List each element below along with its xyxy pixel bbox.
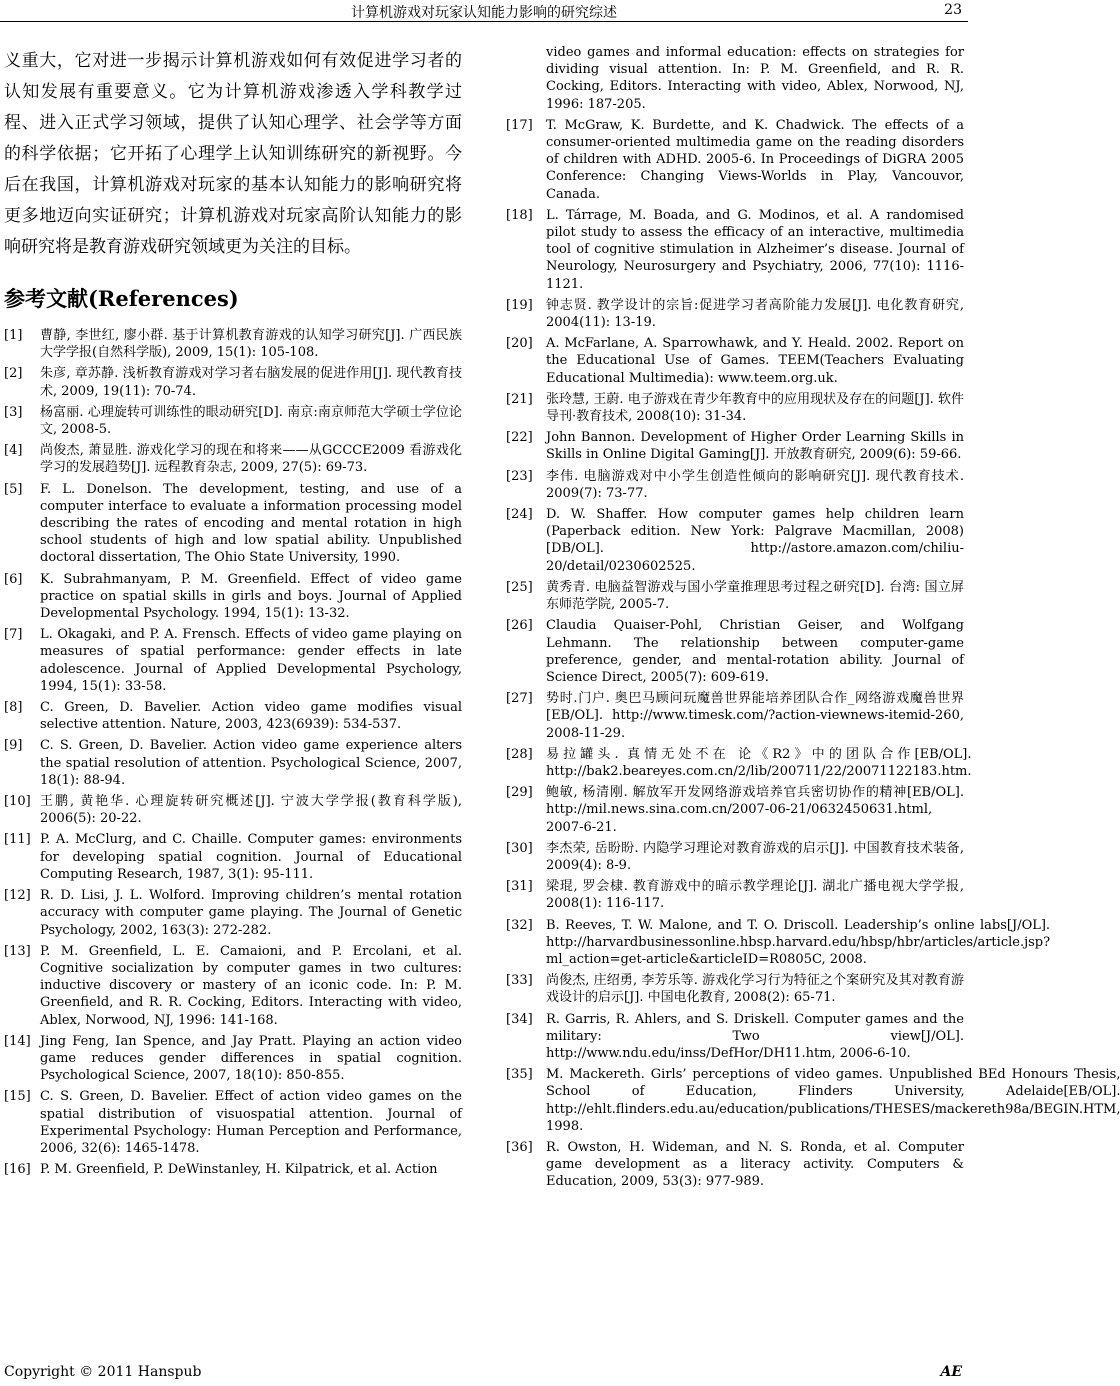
reference-item bbox=[506, 335, 964, 387]
reference-text: C. S. Green, D. Bavelier. Action video game experience alters the spatial resolution of attention. Psychological Science, 2007, 18(1): 88-94. bbox=[40, 738, 462, 788]
reference-item bbox=[4, 943, 462, 1029]
reference-item bbox=[4, 793, 462, 827]
reference-item bbox=[506, 117, 964, 203]
reference-item bbox=[506, 690, 964, 742]
reference-item bbox=[506, 746, 972, 780]
reference-text: 钟志贤. 教学设计的宗旨:促进学习者高阶能力发展[J]. 电化教育研究, 2004(11): 13-19. bbox=[546, 297, 964, 331]
reference-text: 势时.门户. 奥巴马顾问玩魔兽世界能培养团队合作_网络游戏魔兽世界[EB/OL]. http://www.timesk.com/?action-viewnews-itemid-260, 2008-11-29. bbox=[546, 691, 964, 741]
reference-text: L. Okagaki, and P. A. Frensch. Effects of video game playing on measures of spatial performance: gender effects in late adolescence. Journal of Applied Developmental Psychology, 1994, 15(1): 33-58. bbox=[40, 627, 462, 694]
reference-item bbox=[4, 626, 462, 695]
reference-number: [32] bbox=[506, 917, 533, 933]
reference-text: R. Owston, H. Wideman, and N. S. Ronda, et al. Computer game development as a literacy activity. Computers & Education, 2009, 53(3): 977-989. bbox=[546, 1139, 964, 1190]
continuation-text: video games and informal education: effects on strategies for dividing visual attention. In: P. M. Greenfield, and R. R. Cocking, Editors. Interacting with video, Ablex, Norwood, NJ, 1996: 187-205. bbox=[546, 45, 964, 112]
reference-item bbox=[506, 391, 964, 425]
reference-number: [20] bbox=[506, 336, 533, 352]
reference-text: 尚俊杰, 萧显胜. 游戏化学习的现在和将来——从GCCCE2009 看游戏化学习的发展趋势[J]. 远程教育杂志, 2009, 27(5): 69-73. bbox=[40, 443, 462, 476]
page-number: 23 bbox=[944, 2, 962, 18]
reference-item bbox=[506, 617, 964, 686]
reference-number: [6] bbox=[4, 571, 23, 587]
reference-number: [21] bbox=[506, 391, 533, 407]
reference-number: [9] bbox=[4, 738, 23, 754]
reference-text: P. A. McClurg, and C. Chaille. Computer games: environments for developing spatial cognition. Journal of Educational Computing Research, 1987, 3(1): 95-111. bbox=[40, 832, 462, 882]
reference-item bbox=[506, 297, 964, 331]
reference-item bbox=[4, 442, 462, 476]
reference-item bbox=[506, 917, 1051, 969]
right-column bbox=[506, 44, 1120, 1195]
reference-text: 李杰荣, 岳盼盼. 内隐学习理论对教育游戏的启示[J]. 中国教育技术装备, 2009(4): 8-9. bbox=[546, 840, 964, 873]
reference-item bbox=[4, 699, 462, 733]
reference-number: [5] bbox=[4, 481, 23, 497]
header-rule bbox=[0, 21, 968, 22]
reference-number: [35] bbox=[506, 1067, 533, 1083]
reference-number: [3] bbox=[4, 404, 23, 420]
reference-number: [12] bbox=[4, 888, 31, 904]
left-column bbox=[4, 46, 462, 1182]
reference-number: [26] bbox=[506, 618, 533, 634]
reference-number: [10] bbox=[4, 794, 31, 810]
body-paragraph bbox=[4, 46, 462, 263]
reference-item bbox=[4, 1088, 462, 1157]
reference-list-left bbox=[4, 327, 462, 1178]
reference-item bbox=[506, 207, 964, 293]
reference-text: 曹静, 李世红, 廖小群. 基于计算机教育游戏的认知学习研究[J]. 广西民族大学学报(自然科学版), 2009, 15(1): 105-108. bbox=[40, 328, 462, 361]
reference-item bbox=[4, 365, 462, 399]
reference-number: [28] bbox=[506, 746, 533, 762]
reference-item bbox=[506, 1139, 964, 1191]
reference-number: [15] bbox=[4, 1089, 31, 1105]
reference-item bbox=[4, 1033, 462, 1085]
reference-text: P. M. Greenfield, L. E. Camaioni, and P. Ercolani, et al. Cognitive socialization by computer games in two cultures: inductive discovery or mastery of an iconic code. In: P. M. Greenfield, and R. R. Cocking, Editors. Interacting with video, Ablex, Norwood, NJ, 1996: 141-168. bbox=[40, 943, 462, 1028]
reference-text: R. Garris, R. Ahlers, and S. Driskell. Computer games and the military: Two view[J/OL]. http://www.ndu.edu/inss/DefHor/DH11.htm, 2006-6-10. bbox=[546, 1011, 964, 1061]
reference-item bbox=[4, 887, 462, 939]
reference-list-right bbox=[506, 117, 1120, 1191]
reference-text: 杨富丽. 心理旋转可训练性的眼动研究[D]. 南京:南京师范大学硕士学位论文, 2008-5. bbox=[40, 404, 462, 438]
reference-text: C. S. Green, D. Bavelier. Effect of action video games on the spatial distribution of visuospatial attention. Journal of Experimental Psychology: Human Perception and Performance, 2006, 32(6): 1465-1478. bbox=[40, 1089, 462, 1156]
reference-item bbox=[506, 840, 964, 874]
reference-number: [34] bbox=[506, 1011, 533, 1027]
reference-number: [1] bbox=[4, 328, 23, 343]
reference-number: [23] bbox=[506, 468, 533, 484]
running-title: 计算机游戏对玩家认知能力影响的研究综述 bbox=[351, 5, 617, 21]
reference-text: John Bannon. Development of Higher Order Learning Skills in Skills in Online Digital Gaming[J]. 开放教育研究, 2009(6): 59-66. bbox=[546, 430, 964, 463]
reference-text: Jing Feng, Ian Spence, and Jay Pratt. Playing an action video game reduces gender differences in spatial cognition. Psychological Science, 2007, 18(10): 850-855. bbox=[40, 1033, 462, 1084]
reference-text: 黄秀青. 电脑益智游戏与国小学童推理思考过程之研究[D]. 台湾: 国立屏东师范学院, 2005-7. bbox=[546, 579, 964, 613]
reference-text: 朱彦, 章苏静. 浅析教育游戏对学习者右脑发展的促进作用[J]. 现代教育技术, 2009, 19(11): 70-74. bbox=[40, 366, 462, 399]
reference-text: 李伟. 电脑游戏对中小学生创造性倾向的影响研究[J]. 现代教育技术. 2009(7): 73-77. bbox=[546, 468, 964, 501]
reference-number: [29] bbox=[506, 785, 533, 801]
reference-number: [36] bbox=[506, 1139, 533, 1155]
reference-item bbox=[4, 571, 462, 623]
reference-number: [14] bbox=[4, 1033, 31, 1049]
reference-item bbox=[506, 784, 964, 836]
reference-continuation bbox=[506, 44, 964, 113]
reference-number: [30] bbox=[506, 840, 533, 856]
reference-item bbox=[4, 1161, 462, 1178]
reference-number: [31] bbox=[506, 879, 533, 895]
reference-number: [19] bbox=[506, 297, 533, 313]
reference-text: 易拉罐头. 真情无处不在 论《R2》中的团队合作[EB/OL]. http://bak2.beareyes.com.cn/2/lib/200711/22/20071122183.htm. bbox=[546, 746, 972, 779]
reference-item bbox=[506, 1011, 964, 1063]
journal-abbrev: AE bbox=[940, 1364, 962, 1380]
reference-text: M. Mackereth. Girls’ perceptions of video games. Unpublished BEd Honours Thesis, School of Education, Flinders University, Adelaide[EB/OL]. http://ehlt.flinders.edu.au/education/publications/THESES/mackereth98a/BEGIN.HTM, 1998. bbox=[546, 1067, 1120, 1134]
reference-text: F. L. Donelson. The development, testing, and use of a computer interface to evaluate a information processing model describing the rates of encoding and mental rotation in high school students of high and low spatial ability. Unpublished doctoral dissertation, The Ohio State University, 1990. bbox=[40, 481, 462, 566]
reference-item bbox=[506, 429, 964, 463]
reference-number: [27] bbox=[506, 691, 533, 707]
reference-text: 梁琨, 罗会棣. 教育游戏中的暗示教学理论[J]. 湖北广播电视大学学报, 2008(1): 116-117. bbox=[546, 879, 964, 912]
reference-text: T. McGraw, K. Burdette, and K. Chadwick. The effects of a consumer-oriented multimedia game on the reading disorders of children with ADHD. 2005-6. In Proceedings of DiGRA 2005 Conference: Changing Views-Worlds in Play, Vancouvor, Canada. bbox=[546, 117, 964, 202]
reference-item bbox=[506, 468, 964, 502]
reference-number: [25] bbox=[506, 579, 533, 595]
reference-number: [8] bbox=[4, 700, 23, 716]
reference-text: L. Tárrage, M. Boada, and G. Modinos, et al. A randomised pilot study to assess the efficacy of an interactive, multimedia tool of cognitive stimulation in Alzheimer’s disease. Journal of Neurology, Neurosurgery and Psychiatry, 2006, 77(10): 1116-1121. bbox=[546, 207, 964, 292]
reference-item bbox=[506, 878, 964, 912]
reference-text: D. W. Shaffer. How computer games help children learn (Paperback edition. New York: Palgrave Macmillan, 2008)[DB/OL]. http://astore.amazon.com/chiliu-20/detail/0230602525. bbox=[546, 507, 964, 574]
reference-number: [4] bbox=[4, 443, 23, 459]
reference-number: [17] bbox=[506, 117, 533, 133]
reference-text: B. Reeves, T. W. Malone, and T. O. Driscoll. Leadership’s online labs[J/OL]. http://harvardbusinessonline.hbsp.harvard.edu/hbsp/hbr/articles/article.jsp?ml_action=get-article&articleID=R0805C, 2008. bbox=[546, 917, 1051, 967]
reference-text: Claudia Quaiser-Pohl, Christian Geiser, and Wolfgang Lehmann. The relationship between computer-game preference, gender, and mental-rotation ability. Journal of Science Direct, 2005(7): 609-619. bbox=[546, 618, 964, 685]
reference-text: R. D. Lisi, J. L. Wolford. Improving children’s mental rotation accuracy with computer game playing. The Journal of Genetic Psychology, 2002, 163(3): 272-282. bbox=[40, 888, 462, 938]
reference-text: 尚俊杰, 庄绍勇, 李芳乐等. 游戏化学习行为特征之个案研究及其对教育游戏设计的启示[J]. 中国电化教育, 2008(2): 65-71. bbox=[546, 973, 964, 1006]
reference-text: 王鹏, 黄艳华. 心理旋转研究概述[J]. 宁波大学学报(教育科学版), 2006(5): 20-22. bbox=[40, 794, 462, 827]
reference-text: C. Green, D. Bavelier. Action video game modifies visual selective attention. Nature, 2003, 423(6939): 534-537. bbox=[40, 700, 462, 733]
reference-item bbox=[4, 404, 462, 438]
reference-number: [13] bbox=[4, 943, 31, 959]
reference-number: [2] bbox=[4, 366, 23, 382]
page-header bbox=[0, 0, 968, 20]
reference-item bbox=[4, 327, 462, 361]
reference-number: [24] bbox=[506, 507, 533, 523]
reference-item bbox=[506, 972, 964, 1006]
reference-item bbox=[506, 579, 964, 613]
reference-number: [22] bbox=[506, 430, 533, 446]
copyright: Copyright © 2011 Hanspub bbox=[4, 1364, 202, 1380]
reference-text: 鲍敏, 杨清刚. 解放军开发网络游戏培养官兵密切协作的精神[EB/OL]. http://mil.news.sina.com.cn/2007-06-21/0632450631.html, 2007-6-21. bbox=[546, 785, 964, 835]
reference-item bbox=[506, 1066, 1120, 1135]
reference-number: [11] bbox=[4, 832, 31, 848]
reference-text: 张玲慧, 王蔚. 电子游戏在青少年教育中的应用现状及存在的问题[J]. 软件导刊·教育技术, 2008(10): 31-34. bbox=[546, 391, 964, 425]
reference-number: [33] bbox=[506, 973, 533, 989]
references-heading: 参考文献(References) bbox=[4, 286, 239, 311]
reference-number: [18] bbox=[506, 207, 533, 223]
reference-item bbox=[506, 506, 964, 575]
reference-number: [16] bbox=[4, 1162, 31, 1178]
paragraph-text: 义重大，它对进一步揭示计算机游戏如何有效促进学习者的认知发展有重要意义。它为计算机游戏渗透入学科教学过程、进入正式学习领域，提供了认知心理学、社会学等方面的科学依据；它开拓了心理学上认知训练研究的新视野。今后在我国，计算机游戏对玩家的基本认知能力的影响研究将更多地迈向实证研究；计算机游戏对玩家高阶认知能力的影响研究将是教育游戏研究领域更为关注的目标。 bbox=[4, 51, 462, 257]
reference-item bbox=[4, 481, 462, 567]
reference-item bbox=[4, 737, 462, 789]
reference-text: A. McFarlane, A. Sparrowhawk, and Y. Heald. 2002. Report on the Educational Use of Games. TEEM(Teachers Evaluating Educational Multimedia): www.teem.org.uk. bbox=[546, 336, 964, 386]
reference-item bbox=[4, 831, 462, 883]
reference-text: K. Subrahmanyam, P. M. Greenfield. Effect of video game practice on spatial skills in girls and boys. Journal of Applied Developmental Psychology. 1994, 15(1): 13-32. bbox=[40, 571, 462, 622]
reference-text: P. M. Greenfield, P. DeWinstanley, H. Kilpatrick, et al. Action bbox=[40, 1162, 438, 1178]
reference-number: [7] bbox=[4, 627, 23, 643]
